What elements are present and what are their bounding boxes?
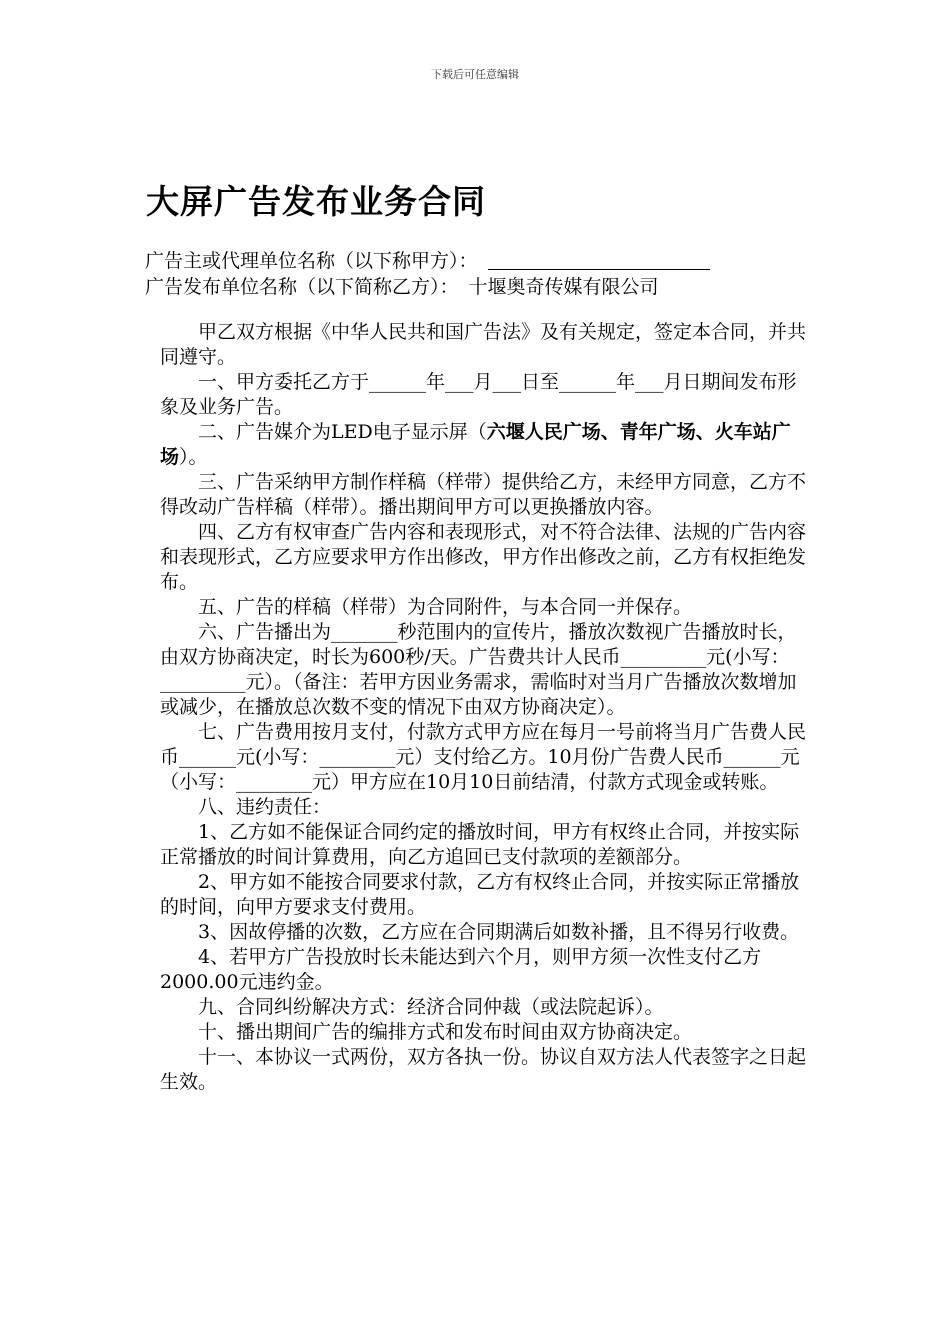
contract-body <box>160 320 810 1095</box>
para-clause-8-2: 2、甲方如不能按合同要求付款，乙方有权终止合同，并按实际正常播放的时间，向甲方要求支付费用。 <box>160 871 800 918</box>
para-clause-3: 三、广告采纳甲方制作样稿（样带）提供给乙方，未经甲方同意，乙方不得改动广告样稿（样带）。播出期间甲方可以更换播放内容。 <box>160 471 807 518</box>
party-a-blank <box>488 249 710 270</box>
para-clause-4: 四、乙方有权审查广告内容和表现形式，对不符合法律、法规的广告内容和表现形式，乙方应要求甲方作出修改，甲方作出修改之前，乙方有权拒绝发布。 <box>160 521 807 593</box>
para-clause-5: 五、广告的样稿（样带）为合同附件，与本合同一并保存。 <box>160 596 693 618</box>
party-a-row <box>145 248 825 274</box>
para-clause-8-1: 1、乙方如不能保证合同约定的播放时间，甲方有权终止合同，并按实际正常播放的时间计算费用，向乙方追回已支付款项的差额部分。 <box>160 821 800 868</box>
para-clause-8-3: 3、因故停播的次数，乙方应在合同期满后如数补播，且不得另行收费。 <box>160 921 800 943</box>
para-clause-11: 十一、本协议一式两份，双方各执一份。协议自双方法人代表签字之日起生效。 <box>160 1046 807 1093</box>
page-header-note: 下载后可任意编辑 <box>431 68 519 81</box>
para-clause-8-heading: 八、违约责任： <box>160 796 332 818</box>
document-title: 大屏广告发布业务合同 <box>146 182 486 221</box>
para-clause-8-4: 4、若甲方广告投放时长未能达到六个月，则甲方须一次性支付乙方2000.00元违约金。 <box>160 946 762 993</box>
para-clause-7: 七、广告费用按月支付，付款方式甲方应在每月一号前将当月广告费人民币______元(小写：________元）支付给乙方。10月份广告费人民币______元（小写：________元）甲方应在10月10日前结清，付款方式现金或转账。 <box>160 721 807 793</box>
party-b-value: 十堰奥奇传媒有限公司 <box>468 276 659 298</box>
parties-block <box>145 248 825 300</box>
para-clause-1: 一、甲方委托乙方于______年___月___日至______年___月日期间发布形象及业务广告。 <box>160 371 797 418</box>
para-preamble: 甲乙双方根据《中华人民共和国广告法》及有关规定，签定本合同，并共同遵守。 <box>160 321 807 368</box>
party-b-row <box>145 274 825 300</box>
para-clause-6: 六、广告播出为_______秒范围内的宣传片，播放次数视广告播放时长，由双方协商决定，时长为600秒/天。广告费共计人民币_________元(小写：_________元）。（备注：若甲方因业务需求，需临时对当月广告播放次数增加或减少，在播放总次数不变的情况下由双方协商决定）。 <box>160 621 797 718</box>
venue-names: 六堰人民广场、青年广场、火车站广场 <box>160 421 791 468</box>
para-clause-9: 九、合同纠纷解决方式：经济合同仲裁（或法院起诉）。 <box>160 996 664 1018</box>
party-a-label: 广告主或代理单位名称（以下称甲方）： <box>145 250 478 272</box>
para-clause-2: 二、广告媒介为LED电子显示屏（六堰人民广场、青年广场、火车站广场）。 <box>160 421 791 468</box>
party-b-label: 广告发布单位名称（以下简称乙方）： <box>145 276 459 298</box>
para-clause-10: 十、播出期间广告的编排方式和发布时间由双方协商决定。 <box>160 1021 693 1043</box>
